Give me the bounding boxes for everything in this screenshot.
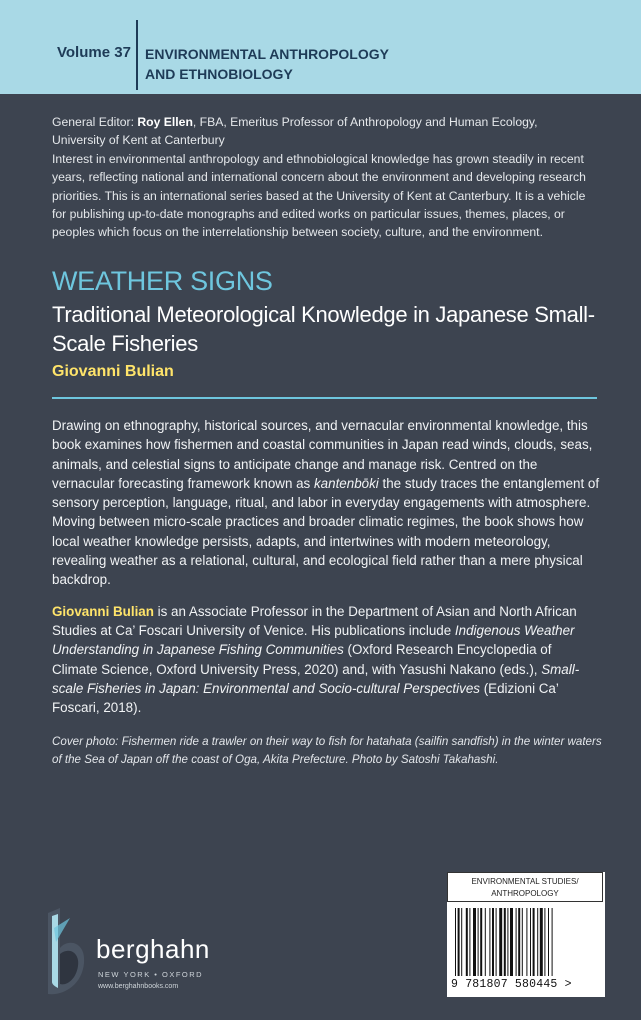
barcode-bar — [510, 908, 513, 976]
subject-category — [447, 872, 603, 902]
barcode-bar — [507, 908, 508, 976]
barcode-bar — [466, 908, 468, 976]
barcode-bar — [499, 908, 502, 976]
editor-name: Roy Ellen — [137, 115, 193, 129]
general-editor — [52, 113, 592, 150]
series-title — [145, 44, 389, 84]
barcode-bar — [533, 908, 535, 976]
bio-author-name: Giovanni Bulian — [52, 603, 154, 619]
barcode-bar — [516, 908, 517, 976]
bio-text-3: (Edizioni Ca’ Foscari, 2018). — [52, 680, 559, 716]
series-intro — [52, 113, 592, 242]
barcode-bar — [492, 908, 494, 976]
author-bio — [52, 602, 600, 718]
volume-number: Volume 37 — [57, 44, 131, 61]
barcode-bar — [504, 908, 506, 976]
subject-line-1: ENVIRONMENTAL STUDIES/ — [471, 877, 579, 886]
description-text-start: Drawing on ethnography, historical sources, and vernacular environmental knowledge, this book examines how fishermen and coastal communities in Japan read winds, clouds, seas, animals, and celestial signs to anticipate change and manage risk. Centred on the vernacular forecasting framework known as — [52, 418, 593, 491]
bio-text-1: is an Associate Professor in the Department of Asian and North African Studies at Ca’ Foscari University of Venice. His publications include — [52, 603, 577, 638]
barcode-bar — [526, 908, 527, 976]
barcode-icon — [453, 908, 601, 978]
kantenboki-term: kantenbōki — [313, 475, 379, 491]
barcode-bar — [461, 908, 462, 976]
subject-line-2: ANTHROPOLOGY — [491, 889, 559, 898]
barcode-bar — [458, 908, 460, 976]
berghahn-b-icon — [40, 908, 90, 998]
barcode-bar — [522, 908, 523, 976]
book-title: WEATHER SIGNS — [52, 266, 273, 296]
series-title-line2: AND ETHNOBIOLOGY — [145, 66, 293, 82]
series-description: Interest in environmental anthropology and ethnobiological knowledge has grown steadily in recent years, reflecting national and international concern about the environment and developing research priorities. This is an international series based at the University of Kent at Canterbury. It is a vehicle for publishing up-to-date monographs and edited works on particular issues, themes, places, or peoples which focus on the interrelationship between society, culture, and the environment. — [52, 151, 586, 240]
publisher-url: www.berghahnbooks.com — [98, 983, 179, 990]
book-author: Giovanni Bulian — [52, 363, 174, 380]
isbn-number: 9 781807 580445 > — [451, 978, 572, 991]
header-divider — [136, 20, 138, 90]
barcode-bar — [478, 908, 479, 976]
barcode-bar — [544, 908, 545, 976]
barcode-bar — [540, 908, 543, 976]
book-subtitle: Traditional Meteorological Knowledge in Japanese Small-Scale Fisheries — [52, 302, 595, 356]
barcode-bar — [485, 908, 486, 976]
barcode-bar — [530, 908, 531, 976]
barcode-bar — [537, 908, 538, 976]
book-title-block — [52, 264, 612, 381]
series-title-line1: ENVIRONMENTAL ANTHROPOLOGY — [145, 46, 389, 62]
description-paragraph — [52, 416, 600, 590]
publisher-name: berghahn — [96, 934, 210, 964]
editor-affiliation: , FBA, Emeritus Professor of Anthropology and Human Ecology, University of Kent at Canterbury — [52, 115, 538, 148]
bio-text-2: (Oxford Research Encyclopedia of Climate Science, Oxford University Press, 2020) and, with Yasushi Nakano (eds.), — [52, 642, 552, 677]
section-rule — [52, 397, 597, 399]
publisher-cities: NEW YORK • OXFORD — [98, 970, 204, 979]
series-header-band — [0, 0, 641, 94]
barcode-bar — [496, 908, 497, 976]
book-blurb — [52, 416, 600, 729]
barcode-bar — [469, 908, 470, 976]
editor-prefix: General Editor: — [52, 115, 138, 129]
bio-publication-2: Small-scale Fisheries in Japan: Environmental and Socio-cultural Perspectives — [52, 661, 580, 696]
publisher-logo — [40, 908, 220, 998]
barcode-bar — [518, 908, 520, 976]
barcode-bar — [455, 908, 456, 976]
barcode-bar — [480, 908, 482, 976]
description-text-end: the study traces the entanglement of sensory perception, language, ritual, and labor in everyday engagements with atmosphere. Moving between micro-scale practices and broader climatic regimes, the book shows how local weather knowledge persists, adapts, and intertwines with modern meteorology, revealing weather as a relational, cultural, and ecological field rather than a mere physical backdrop. — [52, 475, 600, 588]
barcode-bar — [552, 908, 553, 976]
bio-publication-1: Indigenous Weather Understanding in Japanese Fishing Communities — [52, 622, 575, 658]
isbn-barcode-panel — [447, 872, 605, 997]
barcode-bar — [548, 908, 549, 976]
barcode-bar — [489, 908, 490, 976]
cover-photo-credit: Cover photo: Fishermen ride a trawler on their way to fish for hatahata (sailfin sandfish) in the winter waters of the Sea of Japan off the coast of Oga, Akita Prefecture. Photo by Satoshi Takahashi. — [52, 735, 602, 766]
barcode-bar — [473, 908, 476, 976]
